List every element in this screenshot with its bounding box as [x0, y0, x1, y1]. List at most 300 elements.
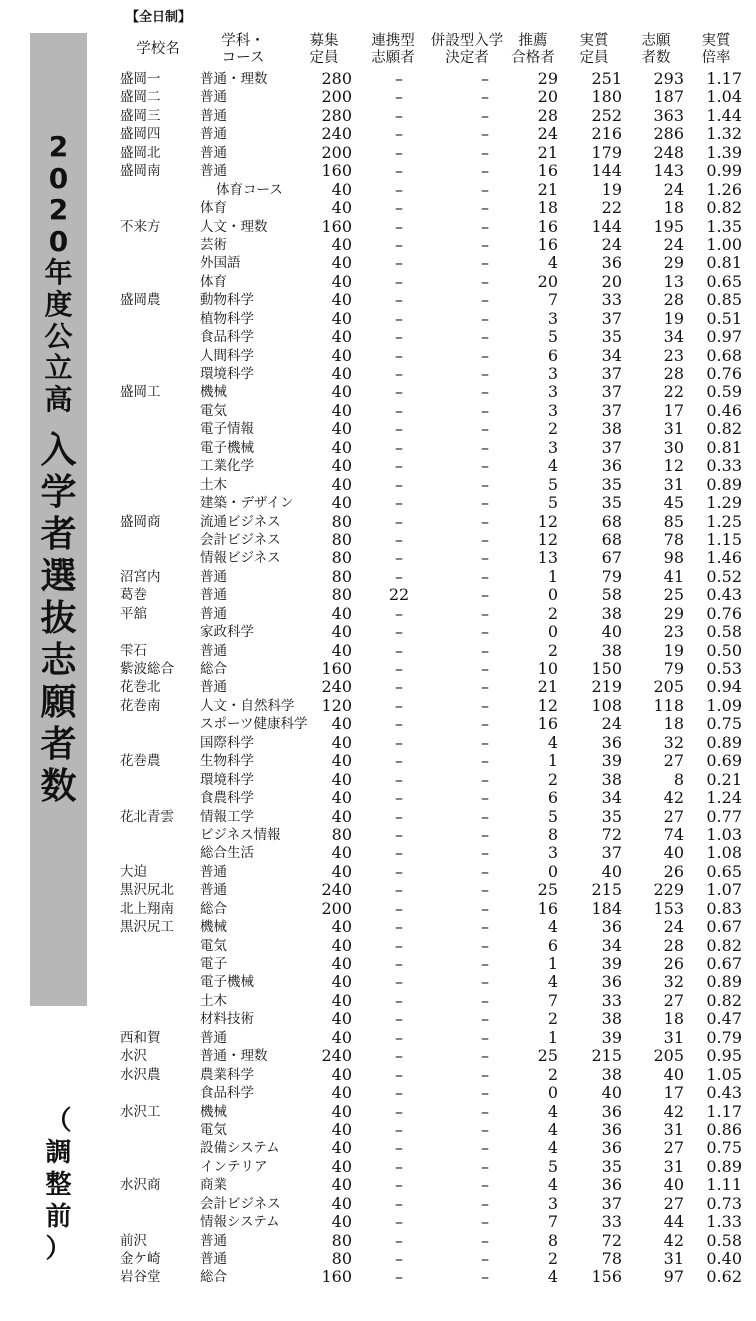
cell-bairitsu: 0.50: [706, 640, 742, 660]
cell-bairitsu: 0.79: [706, 1027, 742, 1047]
cell-course: 機械: [200, 1103, 227, 1120]
header-suisen: 推薦 合格者: [511, 33, 555, 66]
cell-suisen: 4: [547, 917, 558, 937]
cell-heisetsu: –: [481, 769, 489, 789]
table-row: [0, 1213, 756, 1231]
table-row: [0, 789, 756, 807]
cell-jisshitsu: 184: [591, 898, 622, 918]
cell-teiin: 80: [331, 1249, 352, 1268]
cell-course: 普通: [200, 587, 227, 604]
cell-bairitsu: 0.52: [706, 566, 742, 586]
cell-suisen: 4: [547, 456, 558, 476]
cell-suisen: 29: [537, 69, 558, 88]
table-row: [0, 642, 756, 660]
cell-suisen: 21: [537, 677, 558, 697]
cell-jisshitsu: 72: [601, 824, 622, 844]
cell-suisen: 4: [547, 1175, 558, 1195]
cell-renkei: –: [395, 290, 403, 310]
cell-suisen: 25: [537, 880, 558, 900]
cell-heisetsu: –: [481, 843, 489, 863]
cell-shigan: 23: [663, 622, 684, 642]
cell-course: 商業: [200, 1177, 227, 1194]
cell-shigan: 293: [653, 69, 684, 88]
cell-bairitsu: 1.35: [706, 216, 742, 236]
cell-course: 電気: [200, 937, 227, 954]
cell-bairitsu: 1.46: [706, 548, 742, 568]
cell-heisetsu: –: [481, 622, 489, 642]
cell-bairitsu: 1.24: [706, 788, 742, 808]
cell-name: 花巻農: [120, 753, 161, 770]
cell-bairitsu: 1.07: [706, 880, 742, 900]
cell-renkei: –: [395, 732, 403, 752]
table-row: [0, 900, 756, 918]
cell-course: 情報ビジネス: [200, 550, 281, 567]
cell-bairitsu: 1.25: [706, 511, 742, 531]
cell-suisen: 3: [547, 308, 558, 328]
cell-jisshitsu: 33: [601, 1212, 622, 1232]
cell-teiin: 40: [331, 788, 352, 808]
cell-jisshitsu: 156: [591, 1267, 622, 1287]
cell-heisetsu: –: [481, 105, 489, 125]
cell-name: 盛岡北: [120, 144, 161, 161]
cell-jisshitsu: 72: [601, 1230, 622, 1250]
cell-bairitsu: 0.67: [706, 954, 742, 973]
cell-bairitsu: 0.62: [706, 1267, 742, 1287]
cell-renkei: –: [395, 327, 403, 347]
cell-jisshitsu: 144: [591, 216, 622, 236]
title-main: 入 学 者 選 抜 志 願 者 数: [40, 430, 77, 807]
cell-suisen: 6: [547, 935, 558, 955]
cell-teiin: 160: [321, 161, 352, 181]
cell-renkei: –: [395, 659, 403, 678]
cell-teiin: 40: [331, 732, 352, 752]
cell-jisshitsu: 79: [601, 566, 622, 586]
cell-suisen: 4: [547, 253, 558, 273]
cell-suisen: 10: [537, 659, 558, 678]
table-row: [0, 1195, 756, 1213]
table-row: [0, 678, 756, 696]
table-row: [0, 383, 756, 401]
table-row: [0, 531, 756, 549]
cell-heisetsu: –: [481, 788, 489, 808]
cell-name: 北上翔南: [120, 900, 174, 917]
cell-heisetsu: –: [481, 511, 489, 531]
cell-teiin: 40: [331, 1064, 352, 1084]
cell-renkei: –: [395, 1230, 403, 1250]
cell-name: 盛岡一: [120, 71, 161, 87]
cell-bairitsu: 1.11: [706, 1175, 742, 1195]
table-row: [0, 494, 756, 512]
cell-teiin: 40: [331, 769, 352, 789]
cell-heisetsu: –: [481, 1267, 489, 1287]
cell-heisetsu: –: [481, 400, 489, 420]
cell-course: 人間科学: [200, 347, 254, 364]
cell-jisshitsu: 40: [601, 1083, 622, 1103]
cell-renkei: –: [395, 954, 403, 973]
cell-teiin: 80: [331, 1230, 352, 1250]
cell-heisetsu: –: [481, 529, 489, 549]
cell-shigan: 32: [663, 732, 684, 752]
cell-shigan: 40: [663, 1064, 684, 1084]
cell-jisshitsu: 37: [601, 382, 622, 402]
cell-jisshitsu: 179: [591, 142, 622, 162]
cell-suisen: 16: [537, 714, 558, 734]
cell-shigan: 248: [653, 142, 684, 162]
cell-suisen: 24: [537, 124, 558, 144]
cell-bairitsu: 1.32: [706, 124, 742, 144]
table-row: [0, 347, 756, 365]
cell-suisen: 4: [547, 972, 558, 992]
cell-jisshitsu: 68: [601, 511, 622, 531]
cell-jisshitsu: 67: [601, 548, 622, 568]
cell-shigan: 195: [653, 216, 684, 236]
cell-course: スポーツ健康科学: [200, 716, 308, 733]
cell-jisshitsu: 215: [591, 880, 622, 900]
cell-teiin: 40: [331, 806, 352, 826]
cell-teiin: 40: [331, 990, 352, 1010]
cell-course: 普通: [200, 144, 227, 161]
cell-shigan: 31: [663, 474, 684, 494]
cell-bairitsu: 0.76: [706, 364, 742, 383]
cell-teiin: 160: [321, 216, 352, 236]
cell-teiin: 40: [331, 603, 352, 623]
cell-bairitsu: 0.81: [706, 437, 742, 457]
cell-teiin: 40: [331, 253, 352, 273]
cell-heisetsu: –: [481, 290, 489, 310]
cell-heisetsu: –: [481, 1175, 489, 1195]
cell-renkei: –: [395, 216, 403, 236]
cell-teiin: 80: [331, 585, 352, 605]
cell-heisetsu: –: [481, 456, 489, 476]
cell-renkei: –: [395, 1212, 403, 1232]
cell-shigan: 23: [663, 345, 684, 365]
cell-jisshitsu: 37: [601, 843, 622, 863]
header-teiin: 募集 定員: [309, 33, 339, 66]
cell-course: 建築・デザイン: [200, 495, 294, 512]
table-row: [0, 273, 756, 291]
cell-jisshitsu: 38: [601, 769, 622, 789]
cell-bairitsu: 0.67: [706, 917, 742, 937]
cell-jisshitsu: 58: [601, 585, 622, 605]
cell-bairitsu: 0.58: [706, 1230, 742, 1250]
cell-teiin: 40: [331, 179, 352, 199]
cell-shigan: 31: [663, 419, 684, 439]
cell-heisetsu: –: [481, 179, 489, 199]
cell-renkei: –: [395, 548, 403, 568]
table-row: [0, 623, 756, 641]
cell-jisshitsu: 38: [601, 1009, 622, 1029]
cell-bairitsu: 1.03: [706, 824, 742, 844]
header-heisetsu: 併設型入学 決定者: [430, 33, 504, 66]
cell-shigan: 28: [663, 935, 684, 955]
table-row: [0, 439, 756, 457]
cell-suisen: 6: [547, 345, 558, 365]
cell-renkei: –: [395, 861, 403, 881]
cell-shigan: 17: [663, 400, 684, 420]
title-year: 2 0 2 0 年 度 公 立 高: [44, 130, 73, 416]
cell-heisetsu: –: [481, 732, 489, 752]
cell-suisen: 3: [547, 382, 558, 402]
cell-bairitsu: 0.82: [706, 935, 742, 955]
cell-course: 電気: [200, 402, 227, 419]
cell-teiin: 40: [331, 419, 352, 439]
cell-bairitsu: 0.51: [706, 308, 742, 328]
cell-course: 総合生活: [200, 845, 254, 862]
cell-jisshitsu: 215: [591, 1046, 622, 1066]
cell-shigan: 118: [653, 695, 684, 715]
cell-renkei: –: [395, 1027, 403, 1047]
cell-name: 西和賀: [120, 1029, 161, 1046]
cell-shigan: 42: [663, 1230, 684, 1250]
cell-heisetsu: –: [481, 917, 489, 937]
cell-suisen: 4: [547, 1138, 558, 1158]
cell-renkei: –: [395, 1009, 403, 1029]
cell-jisshitsu: 38: [601, 603, 622, 623]
cell-teiin: 40: [331, 1175, 352, 1195]
table-row: [0, 107, 756, 125]
cell-bairitsu: 0.94: [706, 677, 742, 697]
cell-course: 普通: [200, 89, 227, 106]
cell-name: 盛岡三: [120, 107, 161, 124]
cell-bairitsu: 0.69: [706, 751, 742, 771]
cell-teiin: 160: [321, 1267, 352, 1287]
cell-renkei: 22: [388, 585, 410, 605]
cell-shigan: 229: [653, 880, 684, 900]
cell-teiin: 40: [331, 198, 352, 218]
cell-renkei: –: [395, 124, 403, 144]
cell-heisetsu: –: [481, 880, 489, 900]
cell-course: 食品科学: [200, 329, 254, 346]
cell-jisshitsu: 251: [591, 69, 622, 88]
cell-renkei: –: [395, 198, 403, 218]
cell-teiin: 40: [331, 1156, 352, 1176]
cell-jisshitsu: 37: [601, 400, 622, 420]
cell-shigan: 31: [663, 1119, 684, 1139]
cell-bairitsu: 1.44: [706, 105, 742, 125]
cell-shigan: 153: [653, 898, 684, 918]
cell-course: 芸術: [200, 236, 227, 253]
cell-suisen: 12: [537, 695, 558, 715]
cell-bairitsu: 0.40: [706, 1249, 742, 1268]
cell-teiin: 40: [331, 234, 352, 254]
cell-shigan: 27: [663, 990, 684, 1010]
cell-jisshitsu: 36: [601, 1101, 622, 1121]
cell-teiin: 40: [331, 364, 352, 383]
cell-shigan: 40: [663, 843, 684, 863]
table-row: [0, 586, 756, 604]
cell-renkei: –: [395, 161, 403, 181]
cell-suisen: 21: [537, 142, 558, 162]
table-row: [0, 476, 756, 494]
cell-jisshitsu: 36: [601, 1138, 622, 1158]
cell-course: 国際科学: [200, 734, 254, 751]
cell-teiin: 40: [331, 327, 352, 347]
cell-shigan: 27: [663, 806, 684, 826]
table-row: [0, 881, 756, 899]
cell-bairitsu: 0.33: [706, 456, 742, 476]
cell-renkei: –: [395, 843, 403, 863]
cell-course: 農業科学: [200, 1066, 254, 1083]
cell-heisetsu: –: [481, 1212, 489, 1232]
cell-name: 盛岡四: [120, 126, 161, 143]
cell-jisshitsu: 35: [601, 1156, 622, 1176]
header-course: 学科・ コース: [221, 33, 265, 66]
cell-course: 環境科学: [200, 771, 254, 788]
cell-heisetsu: –: [481, 1249, 489, 1268]
table-row: [0, 254, 756, 272]
cell-bairitsu: 0.75: [706, 714, 742, 734]
cell-jisshitsu: 144: [591, 161, 622, 181]
cell-suisen: 0: [547, 585, 558, 605]
cell-heisetsu: –: [481, 1009, 489, 1029]
cell-teiin: 40: [331, 474, 352, 494]
cell-jisshitsu: 35: [601, 327, 622, 347]
cell-course: 食品科学: [200, 1085, 254, 1102]
cell-shigan: 143: [653, 161, 684, 181]
cell-heisetsu: –: [481, 437, 489, 457]
cell-bairitsu: 0.43: [706, 1083, 742, 1103]
cell-name: 盛岡農: [120, 292, 161, 309]
cell-suisen: 3: [547, 364, 558, 383]
cell-heisetsu: –: [481, 87, 489, 107]
table-row: [0, 568, 756, 586]
cell-bairitsu: 0.95: [706, 1046, 742, 1066]
cell-bairitsu: 0.47: [706, 1009, 742, 1029]
cell-suisen: 1: [547, 751, 558, 771]
cell-teiin: 80: [331, 566, 352, 586]
cell-course: 外国語: [200, 255, 241, 272]
cell-heisetsu: –: [481, 898, 489, 918]
cell-jisshitsu: 24: [601, 714, 622, 734]
cell-name: 黒沢尻北: [120, 882, 174, 899]
cell-heisetsu: –: [481, 308, 489, 328]
cell-bairitsu: 1.04: [706, 87, 742, 107]
cell-bairitsu: 0.59: [706, 382, 742, 402]
cell-bairitsu: 1.39: [706, 142, 742, 162]
cell-course: 家政科学: [200, 624, 254, 641]
cell-bairitsu: 0.82: [706, 990, 742, 1010]
table-row: [0, 88, 756, 106]
cell-teiin: 40: [331, 972, 352, 992]
cell-suisen: 1: [547, 566, 558, 586]
cell-renkei: –: [395, 917, 403, 937]
cell-heisetsu: –: [481, 1138, 489, 1158]
cell-teiin: 40: [331, 1101, 352, 1121]
cell-bairitsu: 0.43: [706, 585, 742, 605]
cell-teiin: 40: [331, 1083, 352, 1103]
cell-suisen: 0: [547, 861, 558, 881]
cell-heisetsu: –: [481, 327, 489, 347]
table-row: [0, 715, 756, 733]
cell-teiin: 40: [331, 861, 352, 881]
cell-name: 水沢工: [120, 1103, 161, 1120]
cell-jisshitsu: 36: [601, 732, 622, 752]
cell-renkei: –: [395, 824, 403, 844]
cell-suisen: 12: [537, 529, 558, 549]
cell-teiin: 40: [331, 1027, 352, 1047]
cell-course: 普通: [200, 1251, 227, 1267]
cell-course: 普通・理数: [200, 71, 268, 87]
cell-jisshitsu: 34: [601, 788, 622, 808]
cell-suisen: 25: [537, 1046, 558, 1066]
cell-renkei: –: [395, 87, 403, 107]
cell-teiin: 40: [331, 954, 352, 973]
cell-shigan: 28: [663, 364, 684, 383]
cell-renkei: –: [395, 345, 403, 365]
cell-course: 情報システム: [200, 1214, 280, 1231]
cell-suisen: 2: [547, 1249, 558, 1268]
table-row: [0, 291, 756, 309]
cell-teiin: 240: [321, 677, 352, 697]
table-row: [0, 937, 756, 955]
cell-jisshitsu: 33: [601, 990, 622, 1010]
header-renkei: 連携型 志願者: [371, 33, 415, 66]
cell-name: 雫石: [120, 642, 147, 659]
cell-course: 人文・自然科学: [200, 697, 295, 714]
cell-heisetsu: –: [481, 142, 489, 162]
table-row: [0, 144, 756, 162]
cell-renkei: –: [395, 990, 403, 1010]
cell-name: 水沢農: [120, 1066, 161, 1083]
cell-jisshitsu: 37: [601, 364, 622, 383]
cell-suisen: 16: [537, 234, 558, 254]
cell-shigan: 18: [663, 714, 684, 734]
cell-teiin: 40: [331, 1009, 352, 1029]
cell-bairitsu: 1.33: [706, 1212, 742, 1232]
cell-course: 体育: [200, 273, 227, 290]
cell-renkei: –: [395, 105, 403, 125]
table-row: [0, 955, 756, 973]
cell-suisen: 1: [547, 1027, 558, 1047]
cell-name: 平舘: [120, 605, 147, 622]
cell-renkei: –: [395, 179, 403, 199]
cell-jisshitsu: 40: [601, 861, 622, 881]
cell-heisetsu: –: [481, 566, 489, 586]
cell-course: 普通: [200, 642, 227, 659]
cell-shigan: 18: [663, 1009, 684, 1029]
cell-teiin: 40: [331, 714, 352, 734]
cell-shigan: 22: [663, 382, 684, 402]
cell-renkei: –: [395, 751, 403, 771]
section-label: 【全日制】: [126, 10, 192, 25]
cell-course: 普通: [200, 126, 227, 143]
cell-name: 水沢: [120, 1048, 147, 1065]
cell-suisen: 7: [547, 290, 558, 310]
table-row: [0, 365, 756, 383]
cell-renkei: –: [395, 493, 403, 513]
cell-heisetsu: –: [481, 161, 489, 181]
cell-shigan: 29: [663, 603, 684, 623]
cell-shigan: 85: [663, 511, 684, 531]
cell-heisetsu: –: [481, 640, 489, 660]
cell-heisetsu: –: [481, 677, 489, 697]
cell-teiin: 40: [331, 1212, 352, 1232]
cell-shigan: 42: [663, 788, 684, 808]
cell-shigan: 29: [663, 253, 684, 273]
cell-course: 会計ビジネス: [200, 1195, 281, 1212]
cell-bairitsu: 0.86: [706, 1119, 742, 1139]
cell-heisetsu: –: [481, 972, 489, 992]
cell-heisetsu: –: [481, 474, 489, 494]
table-row: [0, 1103, 756, 1121]
cell-shigan: 27: [663, 1193, 684, 1213]
cell-name: 金ケ崎: [120, 1251, 161, 1267]
cell-jisshitsu: 36: [601, 972, 622, 992]
cell-course: 環境科学: [200, 366, 254, 382]
cell-heisetsu: –: [481, 1064, 489, 1084]
cell-renkei: –: [395, 622, 403, 642]
cell-teiin: 40: [331, 1138, 352, 1158]
